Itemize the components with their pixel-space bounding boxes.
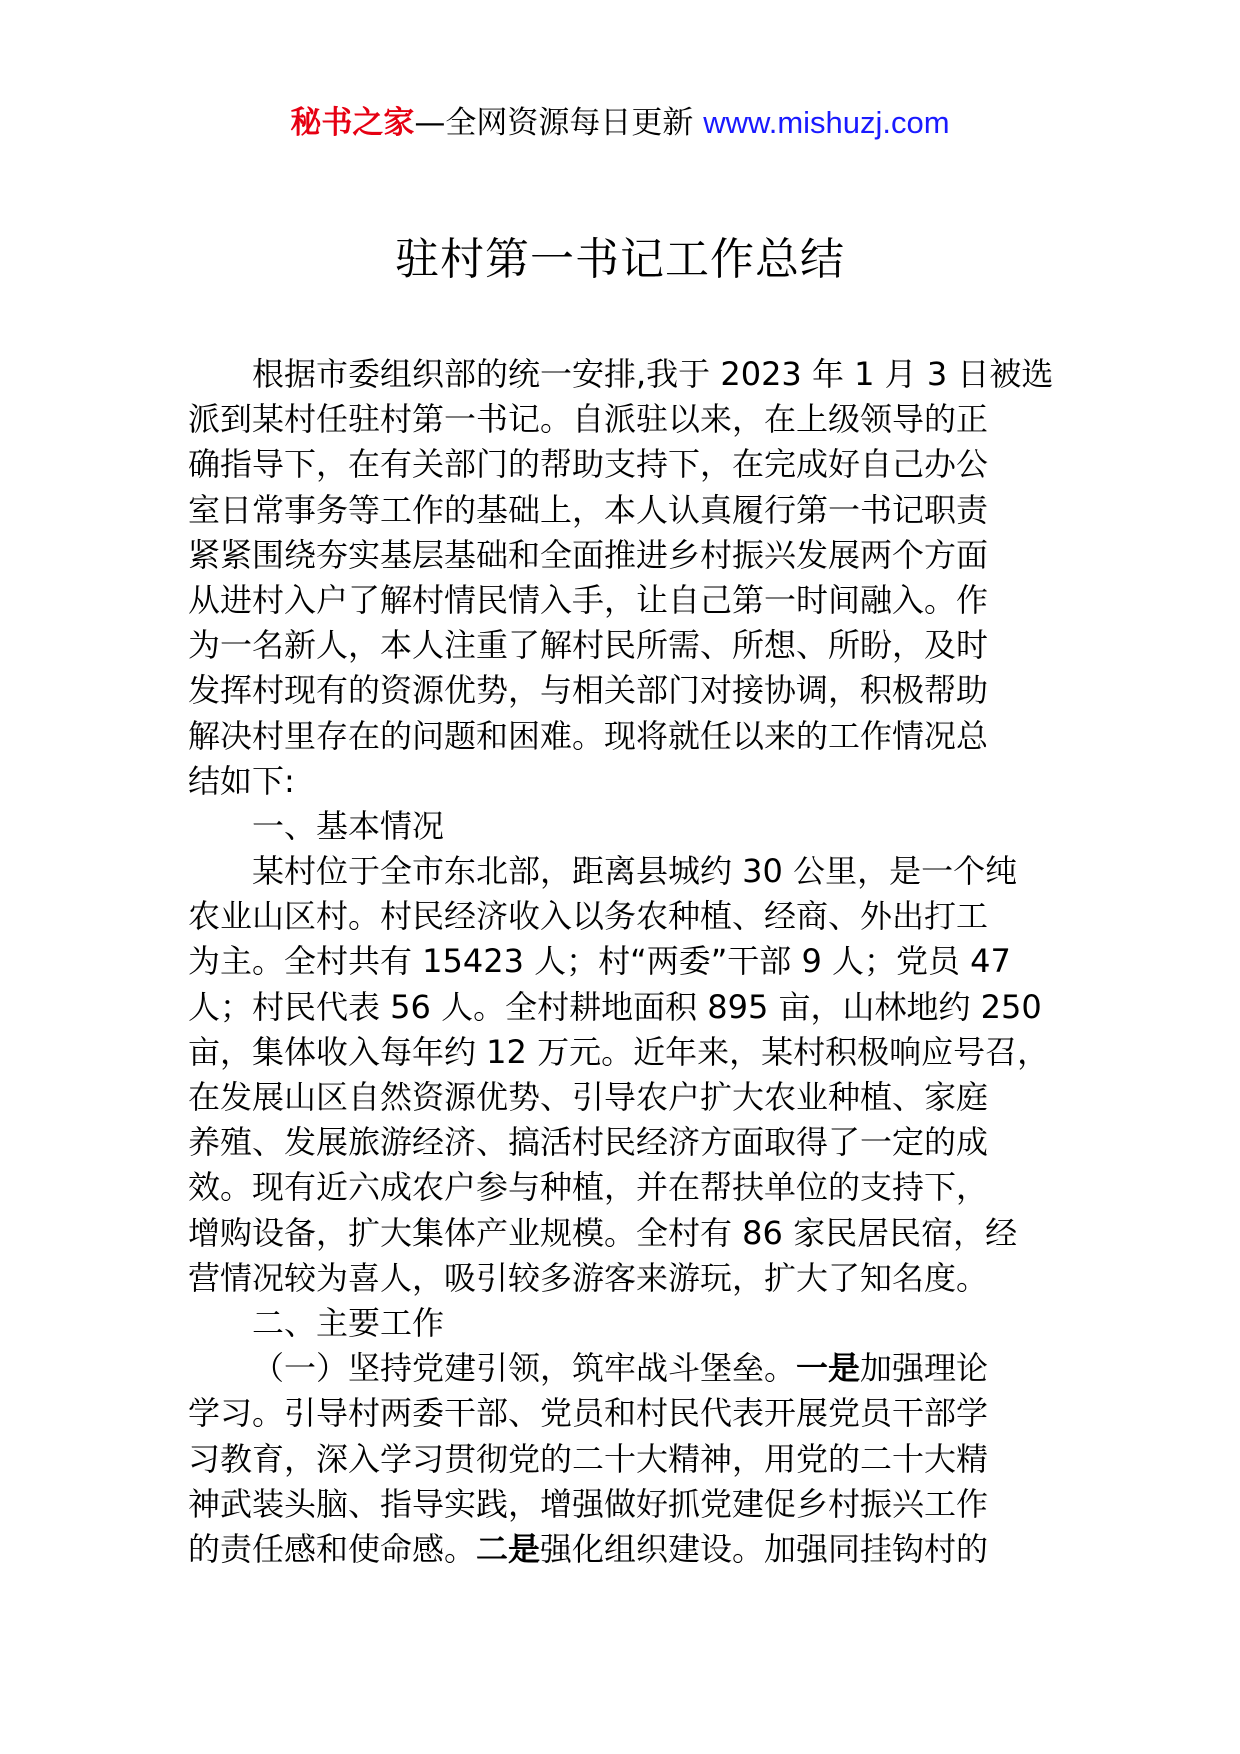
- bold-ordinal: 二是: [476, 1529, 541, 1568]
- document-body: [188, 352, 1058, 1572]
- text-fragment: 加强理论: [860, 1349, 989, 1388]
- text-line: 营情况较为喜人，吸引较多游客来游玩，扩大了知名度。: [188, 1258, 989, 1297]
- site-header: [0, 103, 1240, 143]
- text-line: 效。现有近六成农户参与种植，并在帮扶单位的支持下，: [188, 1168, 989, 1207]
- text-line: [188, 1527, 1058, 1572]
- section-heading: 一、基本情况: [252, 806, 445, 845]
- text-line: 为主。全村共有 15423 人；村“两委”干部 9 人；党员 47: [188, 942, 1011, 981]
- section-heading: 二、主要工作: [252, 1303, 445, 1342]
- text-line: 派到某村任驻村第一书记。自派驻以来，在上级领导的正: [188, 400, 989, 439]
- text-line: 发挥村现有的资源优势，与相关部门对接协调，积极帮助: [188, 671, 989, 710]
- text-line: 增购设备，扩大集体产业规模。全村有 86 家民居民宿，经: [188, 1213, 1018, 1252]
- text-line: 确指导下，在有关部门的帮助支持下，在完成好自己办公: [188, 445, 989, 484]
- text-fragment: 的责任感和使命感。: [188, 1529, 477, 1568]
- text-line: 根据市委组织部的统一安排,我于 2023 年 1 月 3 日被选: [252, 355, 1054, 393]
- site-url-link[interactable]: www.mishuzj.com: [703, 105, 950, 140]
- text-line: 养殖、发展旅游经济、搞活村民经济方面取得了一定的成: [188, 1123, 989, 1162]
- text-line: 从进村入户了解村情民情入手，让自己第一时间融入。作: [188, 580, 989, 619]
- text-line: 为一名新人，本人注重了解村民所需、所想、所盼，及时: [188, 626, 989, 665]
- document-title: 驻村第一书记工作总结: [395, 234, 845, 285]
- text-line: 人；村民代表 56 人。全村耕地面积 895 亩，山林地约 250: [188, 987, 1042, 1026]
- site-tagline: —全网资源每日更新: [414, 105, 694, 141]
- text-line: 在发展山区自然资源优势、引导农户扩大农业种植、家庭: [188, 1078, 989, 1116]
- text-line: [188, 1346, 1058, 1391]
- text-line: 紧紧围绕夯实基层基础和全面推进乡村振兴发展两个方面: [188, 535, 989, 574]
- subsection-heading: （一）坚持党建引领，筑牢战斗堡垒。: [252, 1349, 797, 1388]
- text-line: 亩，集体收入每年约 12 万元。近年来，某村积极响应号召，: [188, 1032, 1050, 1071]
- text-fragment: 强化组织建设。加强同挂钩村的: [540, 1529, 989, 1568]
- text-line: 室日常事务等工作的基础上，本人认真履行第一书记职责: [188, 490, 989, 529]
- text-line: 某村位于全市东北部，距离县城约 30 公里，是一个纯: [252, 852, 1018, 891]
- text-line: 习教育，深入学习贯彻党的二十大精神，用党的二十大精: [188, 1439, 989, 1478]
- text-line: 农业山区村。村民经济收入以务农种植、经商、外出打工: [188, 897, 989, 936]
- text-line: 学习。引导村两委干部、党员和村民代表开展党员干部学: [188, 1394, 989, 1433]
- text-line: 神武装头脑、指导实践，增强做好抓党建促乡村振兴工作: [188, 1484, 989, 1523]
- text-line: 结如下:: [188, 761, 295, 800]
- text-line: 解决村里存在的问题和困难。现将就任以来的工作情况总: [188, 716, 989, 755]
- site-brand: 秘书之家: [290, 105, 415, 141]
- bold-ordinal: 一是: [796, 1349, 861, 1388]
